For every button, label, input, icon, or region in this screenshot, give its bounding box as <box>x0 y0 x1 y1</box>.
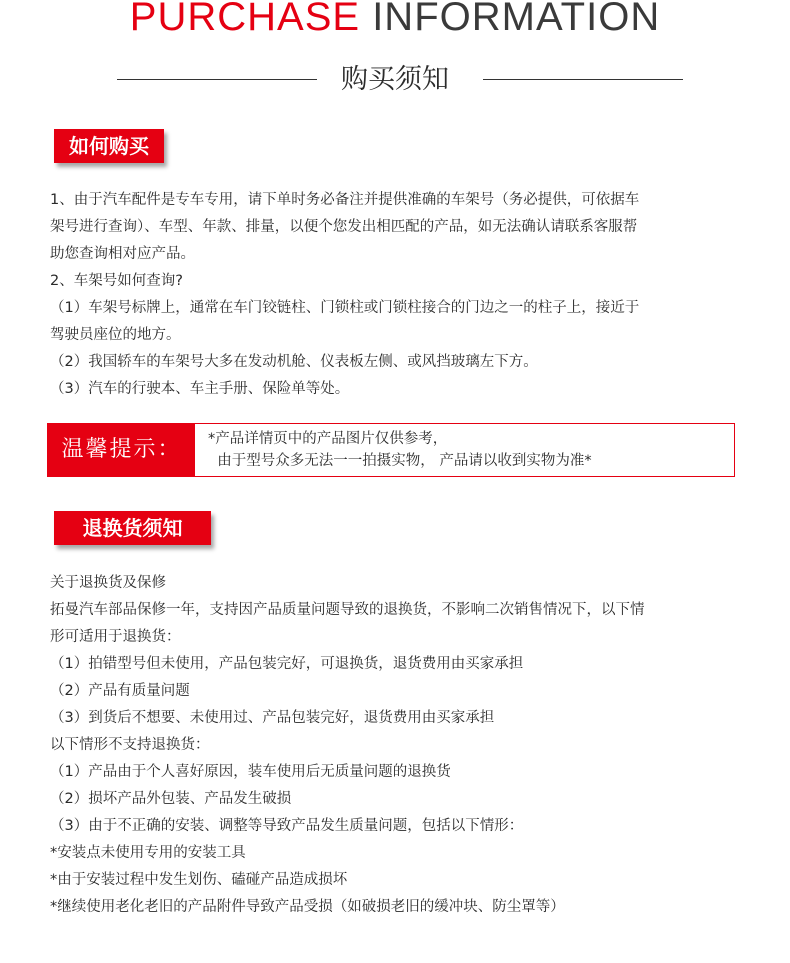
heading-word-information: INFORMATION <box>372 0 661 39</box>
returns-tag: 退换货须知 <box>54 511 211 545</box>
how-to-buy-tag: 如何购买 <box>54 129 164 163</box>
text-line: （1）车架号标牌上，通常在车门铰链柱、门锁柱或门锁柱接合的门边之一的柱子上，接近于 <box>50 300 640 316</box>
text-line: 2、车架号如何查询? <box>50 273 183 289</box>
text-line: （3）到货后不想要、未使用过、产品包装完好，退货费用由买家承担 <box>50 710 495 726</box>
warm-tip-text <box>208 428 592 472</box>
text-line: *由于安装过程中发生划伤、磕碰产品造成损坏 <box>50 872 348 888</box>
warm-tip-label: 温馨提示： <box>48 424 195 476</box>
text-line: （1）拍错型号但未使用，产品包装完好，可退换货，退货费用由买家承担 <box>50 656 524 672</box>
text-line: 形可适用于退换货： <box>50 629 181 645</box>
text-line: 助您查询相对应产品。 <box>50 246 195 262</box>
tip-line: 由于型号众多无法一一拍摄实物， 产品请以收到实物为准* <box>208 453 592 469</box>
text-line: *安装点未使用专用的安装工具 <box>50 845 246 861</box>
page-heading <box>0 0 790 40</box>
heading-word-purchase: PURCHASE <box>129 0 361 39</box>
text-line: （3）由于不正确的安装、调整等导致产品发生质量问题，包括以下情形： <box>50 818 524 834</box>
text-line: 以下情形不支持退换货： <box>50 737 210 753</box>
text-line: （1）产品由于个人喜好原因，装车使用后无质量问题的退换货 <box>50 764 451 780</box>
section-subtitle: 购买须知 <box>341 64 449 95</box>
text-line: 关于退换货及保修 <box>50 575 166 591</box>
text-line: 驾驶员座位的地方。 <box>50 327 181 343</box>
returns-text <box>50 570 740 921</box>
text-line: 架号进行查询）、车型、年款、排量，以便个您发出相匹配的产品，如无法确认请联系客服帮 <box>50 219 638 235</box>
how-to-buy-text <box>50 187 740 403</box>
tip-line: *产品详情页中的产品图片仅供参考， <box>208 431 448 447</box>
text-line: （2）产品有质量问题 <box>50 683 190 699</box>
text-line: 拓曼汽车部品保修一年，支持因产品质量问题导致的退换货，不影响二次销售情况下，以下情 <box>50 602 645 618</box>
text-line: （3）汽车的行驶本、车主手册、保险单等处。 <box>50 381 350 397</box>
text-line: （2）损坏产品外包装、产品发生破损 <box>50 791 292 807</box>
warm-tip-box <box>47 423 735 477</box>
text-line: 1、由于汽车配件是专车专用，请下单时务必备注并提供准确的车架号（务必提供，可依据车 <box>50 192 640 208</box>
text-line: *继续使用老化老旧的产品附件导致产品受损（如破损老旧的缓冲块、防尘罩等） <box>50 899 565 915</box>
text-line: （2）我国轿车的车架号大多在发动机舱、仪表板左侧、或风挡玻璃左下方。 <box>50 354 538 370</box>
